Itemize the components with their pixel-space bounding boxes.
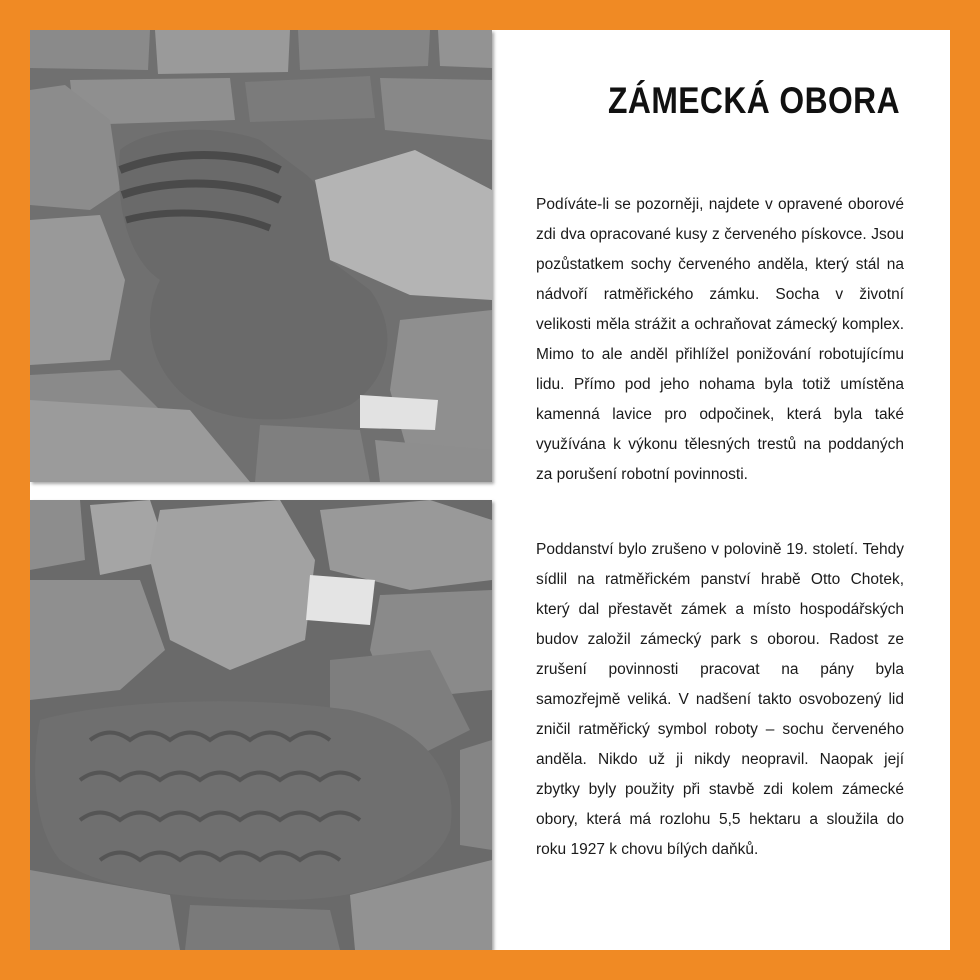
stone-wall-photo-hand-fragment [30, 30, 492, 482]
page-panel [30, 30, 950, 950]
paragraph-1: Podíváte-li se pozorněji, najdete v opravené oborové zdi dva opracované kusy z červeného pískovce. Jsou pozůstatkem sochy červeného anděla, který stál na nádvoří ratměřického zámku. Socha v životní velikosti měla strážit a ochraňovat zámecký komplex. Mimo to ale anděl přihlížel ponižování robotujícímu lidu. Přímo pod jeho nohama byla totiž umístěna kamenná lavice pro odpočinek, která byla také využívána k výkonu tělesných trestů na poddaných za porušení robotní povinnosti. [536, 196, 904, 483]
paragraph-2: Poddanství bylo zrušeno v polovině 19. století. Tehdy sídlil na ratměřickém panství hrabě Otto Chotek, který dal přestavět zámek a místo hospodářských budov založil zámecký park s oborou. Radost ze zrušení povinnosti pracovat na pány byla samozřejmě veliká. V nadšení takto osvobozený lid zničil ratměřický symbol roboty – sochu červeného anděla. Nikdo už ji nikdy neopravil. Naopak její zbytky byly použity při stavbě zdi kolem zámecké obory, která má rozlohu 5,5 hektaru a sloužila do roku 1927 k chovu bílých daňků. [536, 541, 904, 858]
stone-wall-photo-wing-fragment [30, 500, 492, 950]
page-title: ZÁMECKÁ OBORA [608, 80, 900, 121]
